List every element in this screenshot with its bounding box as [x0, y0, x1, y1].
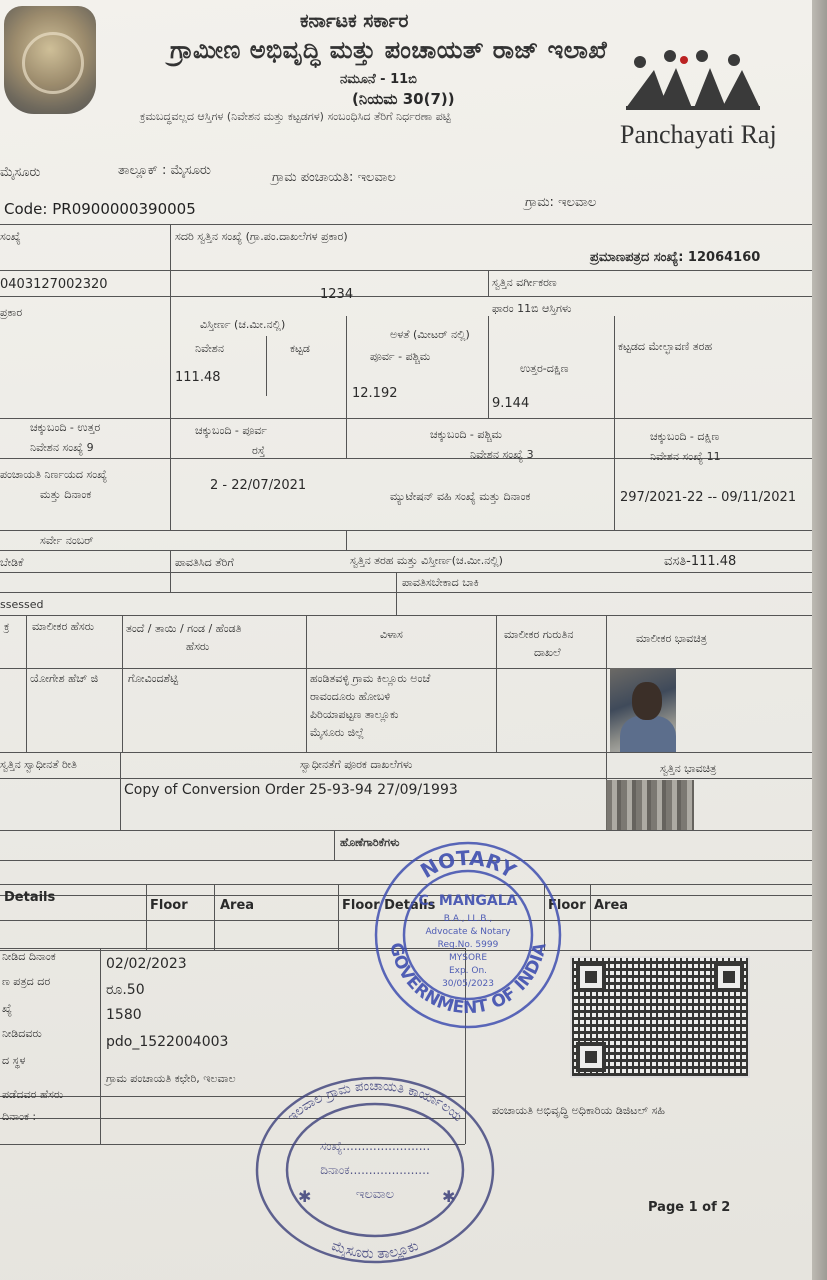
panchayati-raj-text: Panchayati Raj — [620, 120, 777, 149]
acquisition-docs-value: Copy of Conversion Order 25-93-94 27/09/1993 — [124, 782, 458, 798]
certificate-number: ಪ್ರಮಾಣಪತ್ರದ ಸಂಖ್ಯೆ: 12064160 — [590, 250, 761, 265]
seal-ring-top: ಇಲವಾಲ ಗ್ರಾಮ ಪಂಚಾಯತಿ ಕಾರ್ಯಾಲಯ — [284, 1078, 466, 1126]
mutation-value: 297/2021-22 -- 09/11/2021 — [620, 490, 797, 505]
notary-line-5: Exp. On. — [448, 966, 488, 976]
seal-star-icon: ✱ — [298, 1187, 312, 1206]
area-label: ವಿಸ್ತೀರ್ಣ (ಚ.ಮೀ.ನಲ್ಲಿ) — [200, 318, 286, 331]
digital-signature-label: ಪಂಚಾಯತಿ ಅಭಿವೃದ್ಧಿ ಅಧಿಕಾರಿಯ ಡಿಜಿಟಲ್ ಸಹಿ — [492, 1104, 665, 1117]
seal-date-line: ದಿನಾಂಕ..................... — [320, 1163, 430, 1177]
floor-details-label: Details — [4, 890, 56, 905]
owner-col-no: ಕ್ರ — [4, 620, 10, 633]
boundary-west: ನಿವೇಶನ ಸಂಖ್ಯೆ 3 — [470, 448, 534, 461]
seal-star-icon-2: ✱ — [442, 1187, 456, 1206]
owner-address-line-2: ರಾವಂದೂರು ಹೋಬಳಿ — [310, 690, 391, 703]
owner-address-line-4: ಮೈಸೂರು ಜಿಲ್ಲೆ — [310, 726, 364, 739]
owner-address-label: ವಿಳಾಸ — [380, 628, 403, 641]
due-label: ಪಾವತಿಸಬೇಕಾದ ಬಾಕಿ — [402, 576, 479, 589]
seal-place: ಇಲವಾಲ — [355, 1187, 395, 1202]
issue-fee: ರೂ.50 — [106, 982, 145, 998]
gram-panchayat: ಗ್ರಾಮ ಪಂಚಾಯತಿ: ಇಲವಾಲ — [272, 170, 396, 185]
receipt-no-label: ಖ್ಯೆ — [2, 1002, 12, 1015]
notary-line-2: Advocate & Notary — [425, 927, 511, 937]
boundary-north-label: ಚಕ್ಕುಬಂದಿ - ಉತ್ತರ — [30, 421, 101, 434]
form-description: ಕ್ರಮಬದ್ಧವಲ್ಲದ ಆಸ್ತಿಗಳ (ನಿವೇಶನ ಮತ್ತು ಕಟ್ಟಡಗಳ) ಸಂಬಂಧಿಸಿದ ತೆರಿಗೆ ನಿರ್ಧರಣಾ ಪಟ್ಟಿ — [140, 110, 451, 123]
east-west-length: 12.192 — [352, 386, 398, 401]
owner-parent-name: ಗೋವಿಂದಶೆಟ್ಟಿ — [128, 672, 179, 685]
building-label: ಕಟ್ಟಡ — [290, 342, 310, 355]
resolution-label-2: ಮತ್ತು ದಿನಾಂಕ — [40, 488, 92, 501]
old-no-label: ಸದರಿ ಸ್ವತ್ತಿನ ಸಂಖ್ಯೆ (ಗ್ರಾ.ಪಂ.ದಾಖಲೆಗಳ ಪ್ರಕಾರ) — [175, 230, 348, 243]
acquisition-mode-label: ಸ್ವತ್ತಿನ ಸ್ವಾಧೀನತೆ ರೀತಿ — [0, 758, 77, 771]
seal-no-line: ಸಂಖ್ಯೆ....................... — [319, 1139, 431, 1153]
col-id-label: ಸಂಖ್ಯೆ — [0, 230, 21, 243]
paid-tax-label: ಪಾವತಿಸಿದ ತೆರಿಗೆ — [175, 556, 234, 569]
mutation-label: ಮ್ಯುಟೇಷನ್ ವಹಿ ಸಂಖ್ಯೆ ಮತ್ತು ದಿನಾಂಕ — [390, 490, 531, 503]
owner-id-label-2: ದಾಖಲೆ — [534, 646, 561, 659]
village: ಗ್ರಾಮ: ಇಲವಾಲ — [525, 195, 597, 210]
govt-title: ಕರ್ನಾಟಕ ಸರ್ಕಾರ — [300, 10, 409, 32]
floor-details-label-2: Floor Details — [342, 898, 436, 913]
roof-type-label: ಕಟ್ಟಡದ ಮೇಲ್ಛಾವಣಿ ತರಹ — [618, 340, 713, 353]
boundary-west-label: ಚಕ್ಕುಬಂದಿ - ಪಶ್ಚಿಮ — [430, 428, 503, 441]
type-label: ಪ್ರಕಾರ — [0, 306, 23, 319]
liabilities-label: ಹೊಣೆಗಾರಿಕೆಗಳು — [340, 836, 400, 849]
floor-col-label: Floor — [150, 898, 188, 913]
rule-number: (ನಿಯಮ 30(7)) — [352, 90, 455, 108]
area-col-label: Area — [220, 898, 255, 913]
notary-line-6: 30/05/2023 — [442, 979, 494, 989]
boundary-south-label: ಚಕ್ಕುಬಂದಿ - ದಕ್ಷಿಣ — [650, 430, 720, 443]
boundary-east-label: ಚಕ್ಕುಬಂದಿ - ಪೂರ್ವ — [195, 424, 268, 437]
boundary-east: ರಸ್ತೆ — [252, 444, 266, 457]
issued-by-label: ನೀಡಿದವರು — [2, 1027, 42, 1040]
background-edge — [812, 0, 827, 1280]
notary-bottom-text: GOVERNMENT OF INDIA — [385, 940, 551, 1019]
boundary-south: ನಿವೇಶನ ಸಂಖ್ಯೆ 11 — [650, 450, 721, 463]
acquisition-docs-label: ಸ್ವಾಧೀನತೆಗೆ ಪೂರಕ ದಾಖಲೆಗಳು — [300, 758, 413, 771]
issue-date-label: ನೀಡಿದ ದಿನಾಂಕ — [2, 950, 56, 963]
type-area-label: ಸ್ವತ್ತಿನ ತರಹ ಮತ್ತು ವಿಸ್ತೀರ್ಣ(ಚ.ಮೀ.ನಲ್ಲಿ) — [350, 554, 503, 567]
receipt-number: 1580 — [106, 1007, 142, 1023]
district: ಮೈಸೂರು — [0, 165, 41, 180]
demand-label: ಬೇಡಿಕೆ — [0, 556, 24, 569]
owner-photo-label: ಮಾಲೀಕರ ಭಾವಚಿತ್ರ — [636, 632, 707, 645]
issued-by: pdo_1522004003 — [106, 1034, 229, 1050]
notary-top-text: NOTARY — [416, 845, 521, 884]
owner-name-label: ಮಾಲೀಕರ ಹೆಸರು — [32, 620, 95, 633]
north-south-length: 9.144 — [492, 396, 530, 411]
notary-line-1: B.A., LL.B., — [443, 914, 493, 924]
property-code: Code: PR0900000390005 — [4, 200, 196, 218]
dimensions-label: ಅಳತೆ (ಮೀಟರ್ ನಲ್ಲಿ) — [390, 328, 470, 341]
owner-name: ಯೋಗೇಶ ಹೆಚ್ ಜಿ — [30, 672, 99, 685]
survey-label: ಸರ್ವೇ ನಂಬರ್ — [40, 534, 94, 547]
seal-ring-bottom: ಮೈಸೂರು ತಾಲ್ಲೂಕು — [329, 1237, 421, 1263]
boundary-north: ನಿವೇಶನ ಸಂಖ್ಯೆ 9 — [30, 441, 94, 454]
east-west-label: ಪೂರ್ವ - ಪಶ್ಚಿಮ — [370, 350, 431, 363]
notary-line-3: Reg.No. 5999 — [437, 940, 499, 950]
notary-line-4: MYSORE — [449, 953, 487, 963]
property-photo — [606, 780, 694, 830]
type-area-value: ವಸತಿ-111.48 — [664, 554, 737, 569]
owner-id-label-1: ಮಾಲೀಕರ ಗುರುತಿನ — [504, 628, 574, 641]
notary-stamp — [368, 835, 568, 1035]
form-number: ನಮೂನೆ - 11ಬಿ — [340, 72, 417, 87]
panchayat-seal — [250, 1070, 500, 1270]
old-property-number: 1234 — [320, 287, 354, 302]
owner-parent-label-2: ಹೆಸರು — [186, 640, 210, 653]
owner-address-line-3: ಪಿರಿಯಾಪಟ್ಟಣ ತಾಲ್ಲೂಕು — [310, 708, 399, 721]
department-title: ಗ್ರಾಮೀಣ ಅಭಿವೃದ್ಧಿ ಮತ್ತು ಪಂಚಾಯತ್ ರಾಜ್ ಇಲಾಖೆ — [170, 36, 608, 64]
issue-place-label: ದ ಸ್ಥಳ — [2, 1054, 26, 1067]
receiver-name-label: ಪಡೆದವರ ಹೆಸರು — [2, 1088, 64, 1101]
notary-name: C. MANGALA — [418, 893, 518, 909]
issue-place: ಗ್ರಾಮ ಪಂಚಾಯತಿ ಕಛೇರಿ, ಇಲವಾಲ — [106, 1072, 236, 1085]
site-label: ನಿವೇಶನ — [195, 342, 224, 355]
resolution-label-1: ಪಂಚಾಯತಿ ನಿರ್ಣಯದ ಸಂಖ್ಯೆ — [0, 468, 108, 481]
area-col-label-2: Area — [594, 898, 629, 913]
owner-address-line-1: ಹಂಡಿತವಳ್ಳಿ ಗ್ರಾಮ ಕಿಲ್ಲೂರು ಅಂಚೆ — [310, 672, 431, 685]
issue-fee-label: ಣ ಪತ್ರದ ದರ — [2, 975, 51, 988]
property-id: 0403127002320 — [0, 277, 108, 292]
page-number: Page 1 of 2 — [648, 1200, 731, 1215]
svg-text:ಇಲವಾಲ ಗ್ರಾಮ ಪಂಚಾಯತಿ ಕಾರ್ಯಾಲಯ — [285, 1079, 466, 1125]
assessed-label: ssessed — [0, 598, 44, 611]
floor-col-label-2: Floor — [548, 898, 586, 913]
state-emblem-icon — [4, 6, 96, 114]
owner-photo — [610, 668, 676, 752]
taluk: ತಾಲ್ಲೂಕ್ : ಮೈಸೂರು — [118, 163, 211, 178]
resolution-value: 2 - 22/07/2021 — [210, 478, 307, 493]
property-photo-label: ಸ್ವತ್ತಿನ ಭಾವಚಿತ್ರ — [660, 762, 717, 775]
issue-date: 02/02/2023 — [106, 956, 187, 972]
received-date-label: ದಿನಾಂಕ : — [2, 1110, 37, 1123]
site-area: 111.48 — [175, 370, 221, 385]
qr-code-icon — [570, 956, 750, 1078]
owner-parent-label-1: ತಂದೆ / ತಾಯಿ / ಗಂಡ / ಹೆಂಡತಿ — [126, 622, 242, 635]
north-south-label: ಉತ್ತರ-ದಕ್ಷಿಣ — [520, 362, 569, 375]
classification-label: ಸ್ವತ್ತಿನ ವರ್ಗೀಕರಣ — [492, 276, 557, 289]
classification-value: ಫಾರಂ 11ಬಿ ಆಸ್ತಿಗಳು — [492, 302, 572, 315]
